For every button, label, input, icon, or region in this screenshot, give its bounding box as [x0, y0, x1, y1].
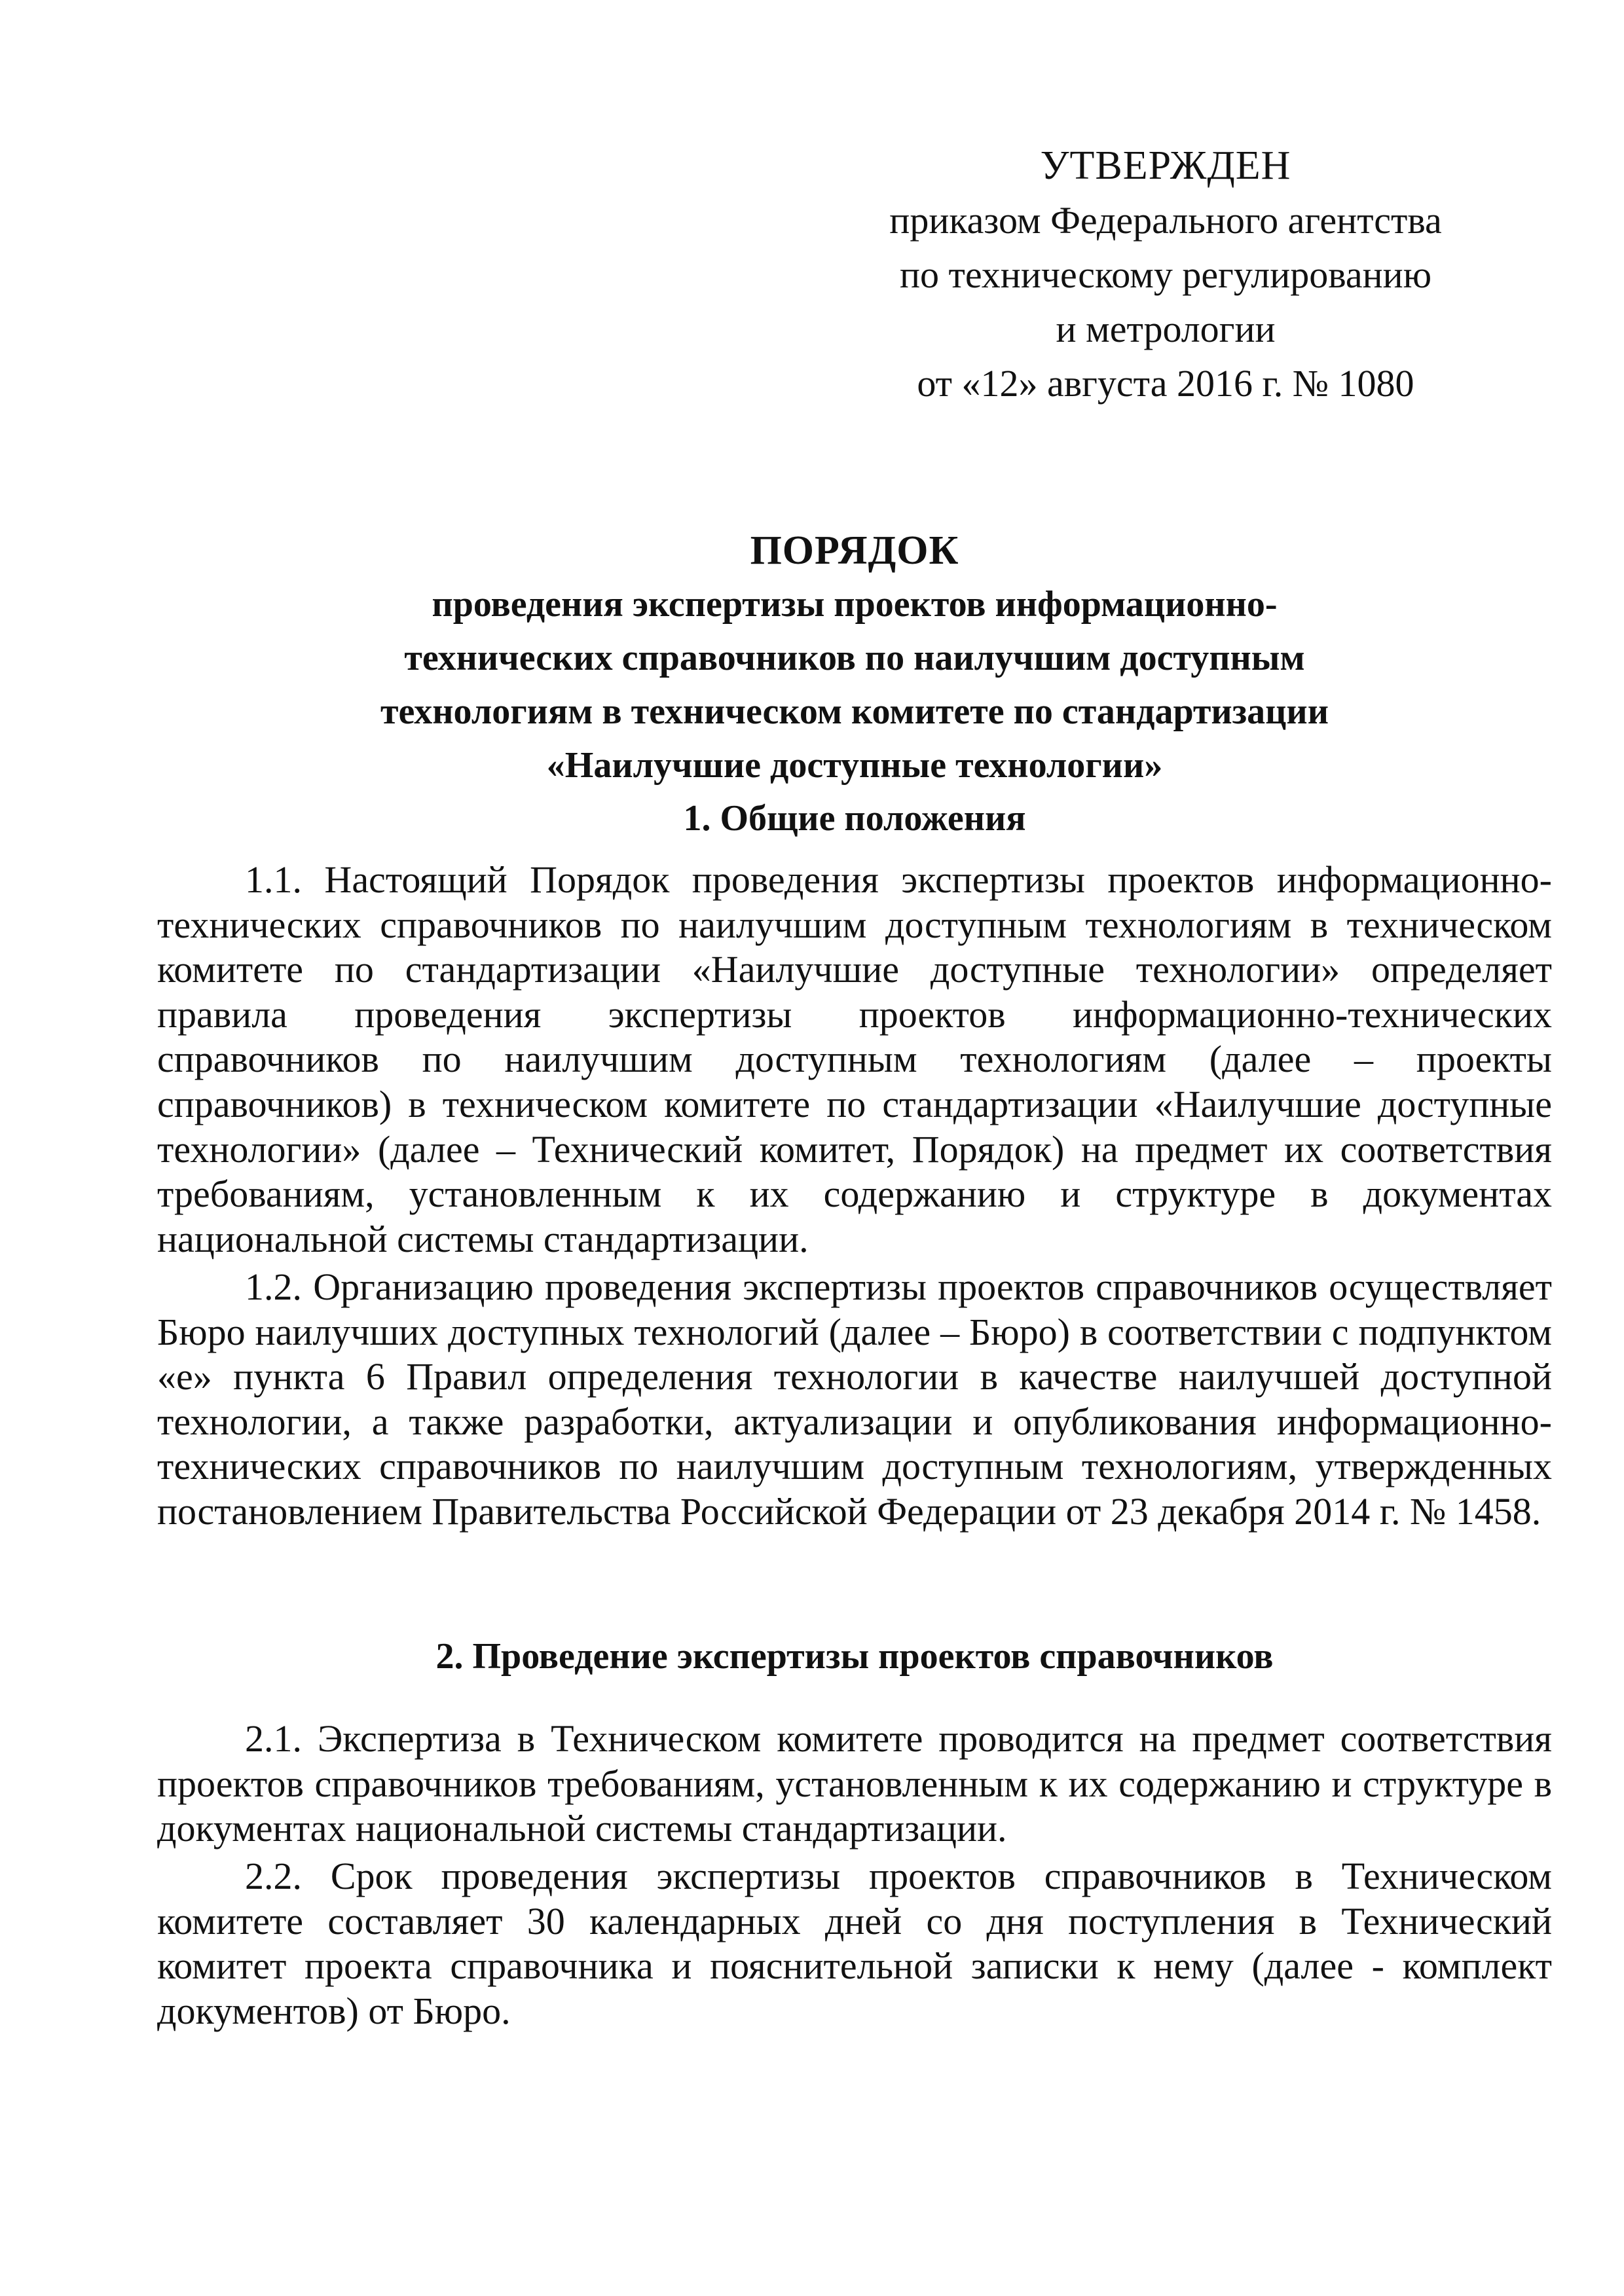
paragraph-2-2: 2.2. Срок проведения экспертизы проектов справочников в Техническом комитете составляет 30 календарных дней со дня поступления в Технический комитет проекта справочника и пояснительной записки к нему (далее - комплект документов) от Бюро.: [157, 1855, 1552, 2032]
document-subtitle-line: «Наилучшие доступные технологии»: [546, 745, 1163, 786]
approval-order-date: от «12» августа 2016 г. № 1080: [917, 362, 1414, 405]
section-heading-expertise: 2. Проведение экспертизы проектов справочников: [435, 1636, 1274, 1677]
approval-line: по техническому регулированию: [899, 253, 1432, 296]
approval-line: и метрологии: [1056, 308, 1276, 350]
section-heading-general: 1. Общие положения: [683, 798, 1026, 839]
approval-title: УТВЕРЖДЕН: [1040, 143, 1291, 188]
paragraph-1-1: 1.1. Настоящий Порядок проведения экспертизы проектов информационно-технических справочников по наилучшим доступным технологиям в техническом комитете по стандартизации «Наилучшие доступные технологии» определяет правила проведения экспертизы проектов информационно-технических справочников по наилучшим доступным технологиям (далее – проекты справочников) в техническом комитете по стандартизации «Наилучшие доступные технологии» (далее – Технический комитет, Порядок) на предмет их соответствия требованиям, установленным к их содержанию и структуре в документах национальной системы стандартизации.: [157, 858, 1552, 1260]
paragraph-2-1: 2.1. Экспертиза в Техническом комитете проводится на предмет соответствия проектов справочников требованиям, установленным к их содержанию и структуре в документах национальной системы стандартизации.: [157, 1717, 1552, 1850]
approval-line: приказом Федерального агентства: [889, 199, 1442, 242]
document-subtitle-line: технических справочников по наилучшим доступным: [404, 638, 1305, 678]
paragraph-1-2: 1.2. Организацию проведения экспертизы проектов справочников осуществляет Бюро наилучших доступных технологий (далее – Бюро) в соответствии с подпунктом «е» пункта 6 Правил определения технологии в качестве наилучшей доступной технологии, а также разработки, актуализации и опубликования информационно-технических справочников по наилучшим доступным технологиям, утвержденных постановлением Правительства Российской Федерации от 23 декабря 2014 г. № 1458.: [157, 1266, 1552, 1533]
approval-stamp-block: [851, 139, 1480, 410]
document-subtitle-line: технологиям в техническом комитете по стандартизации: [380, 691, 1329, 732]
document-title-block: [157, 524, 1552, 792]
document-subtitle-line: проведения экспертизы проектов информационно-: [432, 584, 1278, 625]
document-title: ПОРЯДОК: [750, 528, 959, 573]
